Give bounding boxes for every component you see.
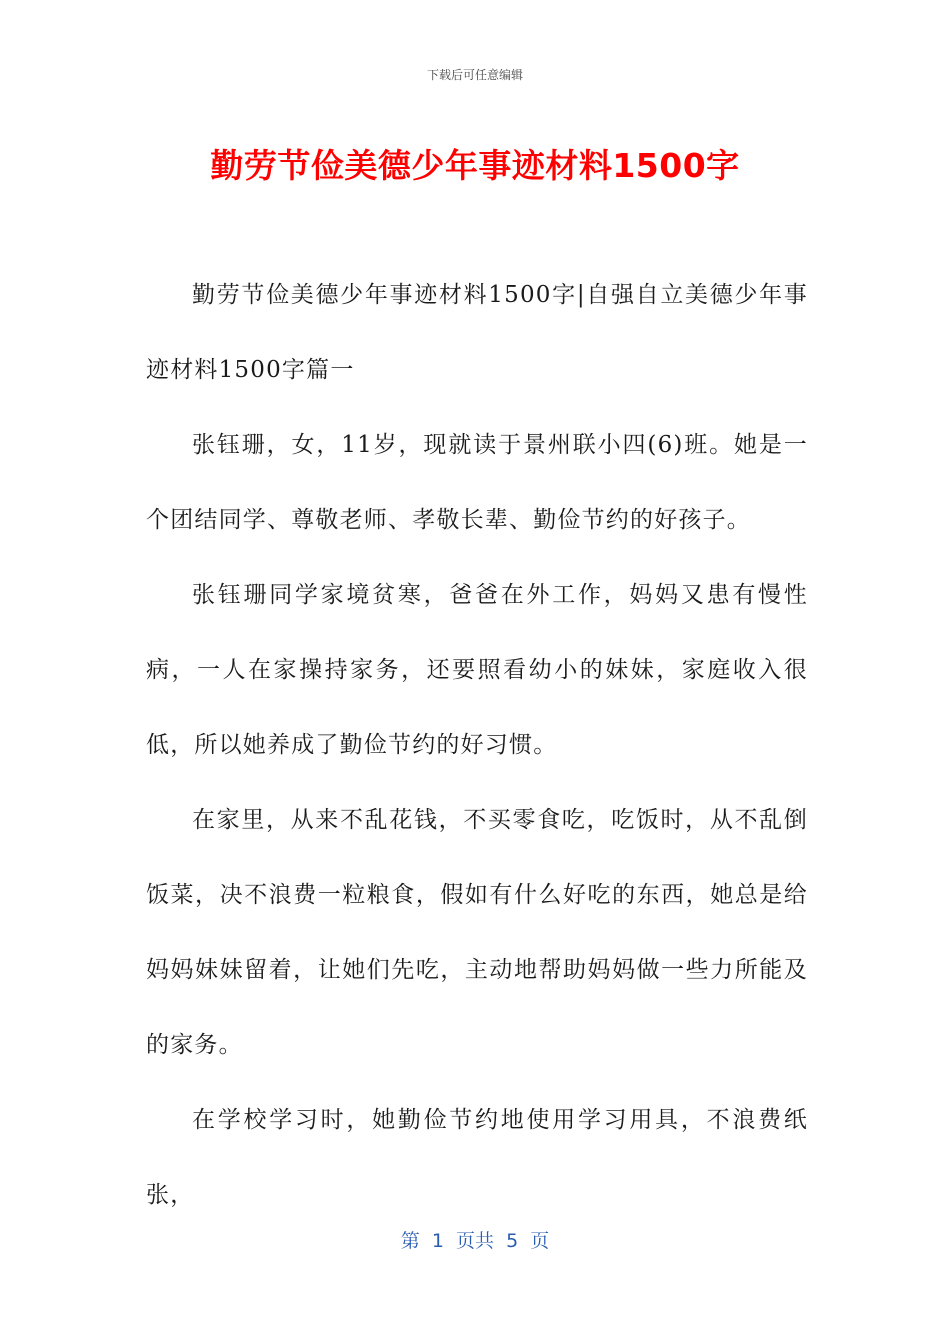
page-footer: 第 1 页共 5 页: [400, 1230, 550, 1252]
header-note: 下载后可任意编辑: [426, 68, 523, 82]
paragraph: 勤劳节俭美德少年事迹材料1500字|自强自立美德少年事迹材料1500字篇一: [146, 282, 808, 383]
document-body: [146, 258, 808, 1233]
document-title: 勤劳节俭美德少年事迹材料1500字: [210, 146, 740, 185]
paragraph: 在家里，从来不乱花钱，不买零食吃，吃饭时，从不乱倒饭菜，决不浪费一粒粮食，假如有什么好吃的东西，她总是给妈妈妹妹留着，让她们先吃，主动地帮助妈妈做一些力所能及的家务。: [146, 807, 808, 1058]
paragraph: 张钰珊同学家境贫寒，爸爸在外工作，妈妈又患有慢性病，一人在家操持家务，还要照看幼小的妹妹，家庭收入很低，所以她养成了勤俭节约的好习惯。: [146, 582, 808, 758]
paragraph: 张钰珊，女，11岁，现就读于景州联小四(6)班。她是一个团结同学、尊敬老师、孝敬长辈、勤俭节约的好孩子。: [146, 432, 808, 533]
paragraph: 在学校学习时，她勤俭节约地使用学习用具，不浪费纸张，: [146, 1107, 808, 1208]
